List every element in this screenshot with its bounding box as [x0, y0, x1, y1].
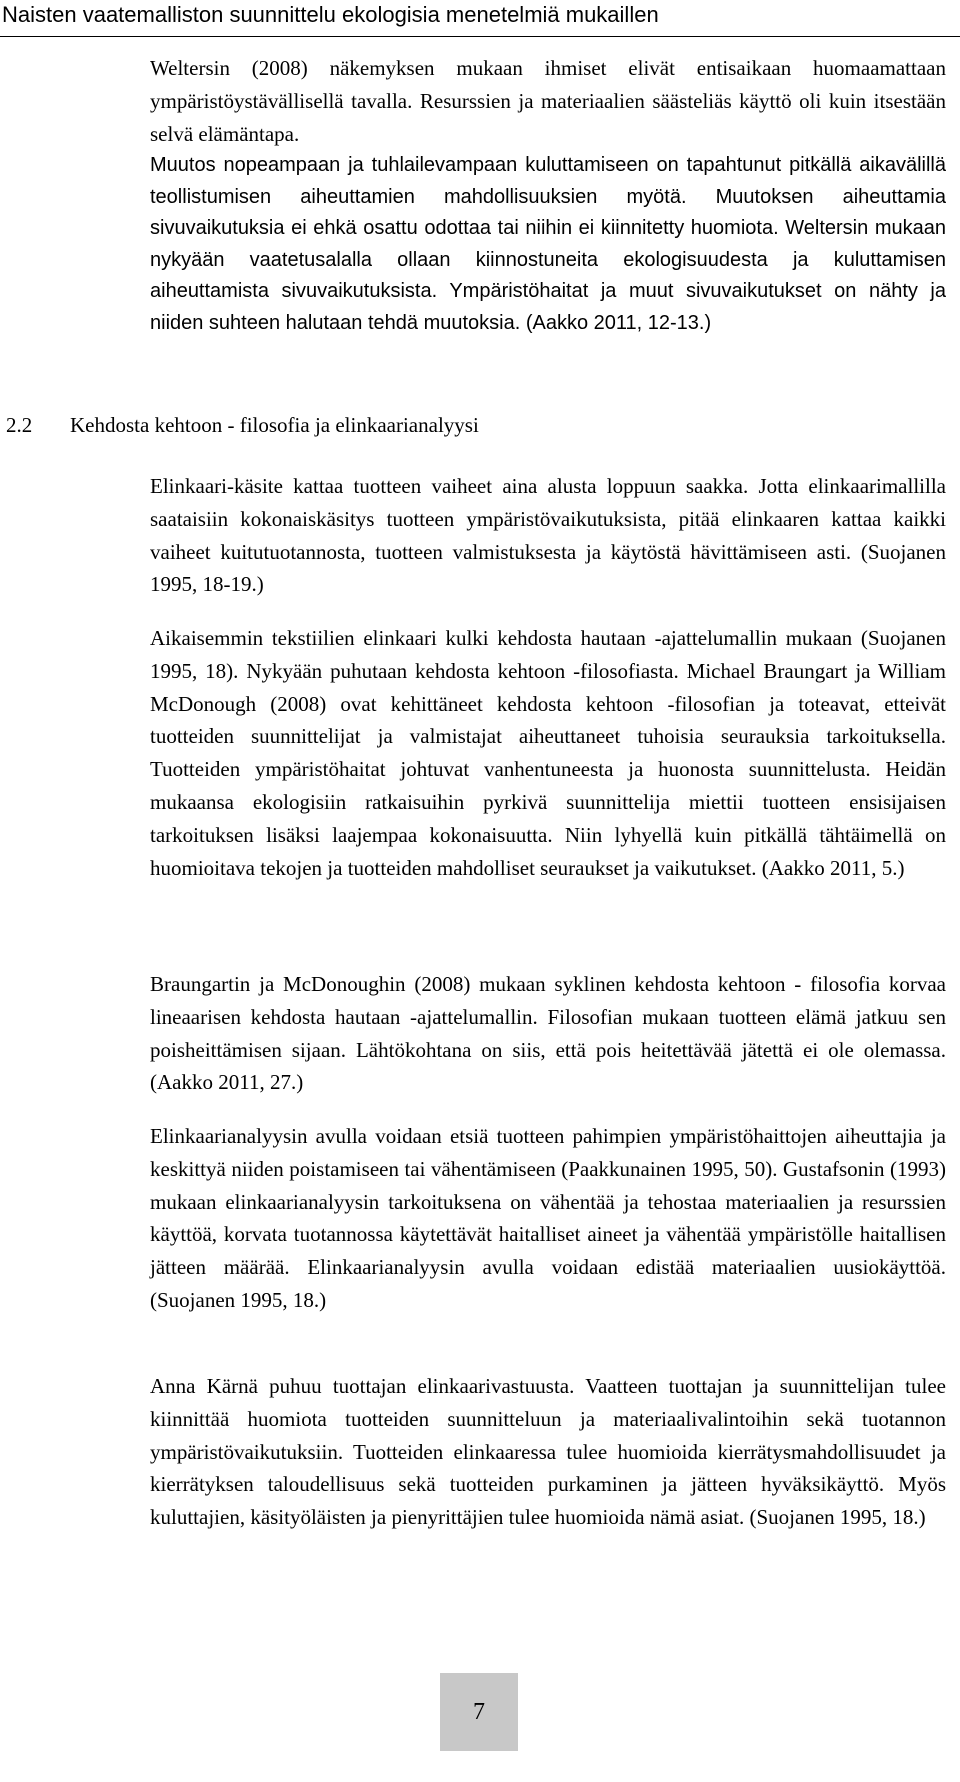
header-rule: [0, 36, 960, 37]
body-paragraph-3: Braungartin ja McDonoughin (2008) mukaan syklinen kehdosta kehtoon - filosofia korvaa lineaarisen kehdosta hautaan -ajattelumallin. Filosofian mukaan tuotteen elämä jatkuu sen poisheittämisen sijaan. Lähtökohtana on siis, että pois heitettävää jätettä ei ole olemassa. (Aakko 2011, 27.): [150, 972, 946, 1095]
body-paragraph-4: Elinkaarianalyysin avulla voidaan etsiä tuotteen pahimpien ympäristöhaittojen aiheuttajia ja keskittyä niiden poistamiseen tai vähentämiseen (Paakkunainen 1995, 50). Gustafsonin (1993) mukaan elinkaarianalyysin tarkoituksena on vähentää ja tehostaa materiaalien ja resurssien käyttöä, korvata tuotannossa käytettävät haitalliset aineet ja vähentää ympäristölle haitallisen jätteen määrää. Elinkaarianalyysin avulla voidaan edistää materiaalien uusiokäyttöä. (Suojanen 1995, 18.): [150, 1124, 946, 1312]
section-heading: [6, 409, 946, 441]
intro-paragraph-2: Muutos nopeampaan ja tuhlailevampaan kuluttamiseen on tapahtunut pitkällä aikavälillä teollistumisen aiheuttamien mahdollisuuksien myötä. Muutoksen aiheuttamia sivuvaikutuksia ei ehkä osattu odottaa tai niihin ei kiinnitetty huomiota. Weltersin mukaan nykyään vaatetusalalla ollaan kiinnostuneita ekologisuudesta ja kuluttamisen aiheuttamista sivuvaikutuksista. Ympäristöhaitat ja muut sivuvaikutukset on nähty ja niiden suhteen halutaan tehdä muutoksia. (Aakko 2011, 12-13.): [150, 154, 946, 334]
running-header: Naisten vaatemalliston suunnittelu ekologisia menetelmiä mukaillen: [2, 2, 659, 27]
intro-paragraph-1: Weltersin (2008) näkemyksen mukaan ihmiset elivät entisaikaan huomaamattaan ympäristöystävällisellä tavalla. Resurssien ja materiaalien säästeliäs käyttö oli kuin itsestään selvä elämäntapa.: [150, 56, 946, 146]
section-number: 2.2: [6, 413, 33, 437]
page-number: 7: [440, 1673, 518, 1751]
body-paragraph-1: Elinkaari-käsite kattaa tuotteen vaiheet aina alusta loppuun saakka. Jotta elinkaarimallilla saataisiin kokonaiskäsitys tuotteen ympäristövaikutuksista, pitää elinkaaren kattaa kaikki vaiheet kuitutuotannosta, tuotteen valmistuksesta ja käytöstä hävittämiseen asti. (Suojanen 1995, 18-19.): [150, 474, 946, 597]
body-paragraph-5: Anna Kärnä puhuu tuottajan elinkaarivastuusta. Vaatteen tuottajan ja suunnittelijan tulee kiinnittää huomiota tuotteiden suunnitteluun ja materiaalivalintoihin sekä tuotannon ympäristövaikutuksiin. Tuotteiden elinkaaressa tulee huomioida kierrätysmahdollisuudet ja kierrätyksen taloudellisuus sekä tuotteiden purkaminen ja jätteen hyväksikäyttö. Myös kuluttajien, käsityöläisten ja pienyrittäjien tulee huomioida nämä asiat. (Suojanen 1995, 18.): [150, 1374, 946, 1530]
section-title: Kehdosta kehtoon - filosofia ja elinkaarianalyysi: [70, 413, 479, 437]
body-paragraph-2: Aikaisemmin tekstiilien elinkaari kulki kehdosta hautaan -ajattelumallin mukaan (Suojanen 1995, 18). Nykyään puhutaan kehdosta kehtoon -filosofiasta. Michael Braungart ja William McDonough (2008) ovat kehittäneet kehdosta kehtoon -filosofian ja toteavat, etteivät tuotteiden suunnittelijat ja valmistajat aiheuttaneet tuhoisia seurauksia tarkoituksella. Tuotteiden ympäristöhaitat johtuvat vanhentuneesta ja huonosta suunnittelusta. Heidän mukaansa ekologisiin ratkaisuihin pyrkivä suunnittelija miettii tuotteen ensisijaisen tarkoituksen lisäksi laajempaa kokonaisuutta. Niin lyhyellä kuin pitkällä tähtäimellä on huomioitava tekojen ja tuotteiden mahdolliset seuraukset ja vaikutukset. (Aakko 2011, 5.): [150, 626, 946, 880]
